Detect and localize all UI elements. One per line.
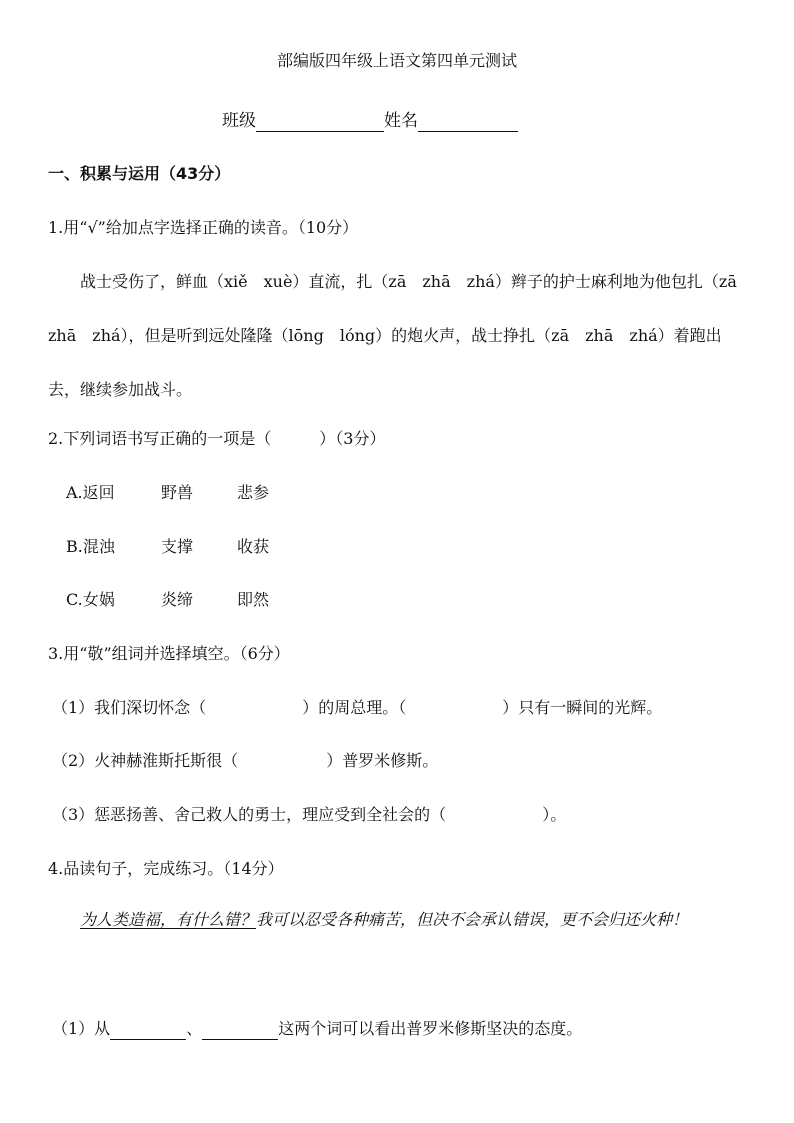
option-a[interactable] <box>66 482 269 504</box>
name-blank[interactable] <box>418 113 518 132</box>
option-word: 收获 <box>237 537 270 556</box>
question-4-sub-1 <box>52 1018 582 1040</box>
class-label: 班级 <box>222 111 256 131</box>
option-word: 支撑 <box>161 537 194 556</box>
question-4-quote <box>48 893 748 947</box>
question-3-item-1 <box>52 697 662 719</box>
question-1-stem: 1.用“√”给加点字选择正确的读音。（10分） <box>48 218 359 237</box>
question-1-passage: 战士受伤了，鲜血（xiě xuè）直流，扎（zā zhā zhá）辫子的护士麻利地为他包扎（zā zhā zhá），但是听到远处隆隆（lōng lóng）的炮火声，战士挣扎（zā zhā zhá）着跑出去，继续参加战斗。 <box>48 272 753 399</box>
question-3-item-2 <box>52 750 438 772</box>
item-text: 、 <box>186 1019 203 1038</box>
item-text: （1）从 <box>52 1019 111 1038</box>
quote-rest: 我可以忍受各种痛苦，但决不会承认错误，更不会归还火种！ <box>256 910 689 929</box>
item-text: ）。 <box>542 805 567 824</box>
question-2-stem-start: 2.下列词语书写正确的一项是（ <box>48 429 272 448</box>
page-title: 部编版四年级上语文第四单元测试 <box>276 51 517 70</box>
option-word: 野兽 <box>161 483 194 502</box>
name-label: 姓名 <box>384 111 418 131</box>
option-label: A.返回 <box>66 483 115 502</box>
item-text: （2）火神赫淮斯托斯很（ <box>52 751 239 770</box>
option-word: 即然 <box>237 590 270 609</box>
item-text: ）的周总理。（ <box>302 698 407 717</box>
question-4-stem: 4.品读句子，完成练习。（14分） <box>48 859 284 878</box>
item-text: （3）惩恶扬善、舍己救人的勇士，理应受到全社会的（ <box>52 805 447 824</box>
item-text: （1）我们深切怀念（ <box>52 698 207 717</box>
question-3-stem: 3.用“敬”组词并选择填空。（6分） <box>48 644 290 663</box>
item-text: ）普罗米修斯。 <box>326 751 439 770</box>
question-2-stem-end: ）（3分） <box>319 429 386 448</box>
quote-underlined: 为人类造福，有什么错？ <box>80 910 257 929</box>
option-label: C.女娲 <box>66 590 115 609</box>
option-word: 炎缔 <box>161 590 194 609</box>
item-text: ）只有一瞬间的光辉。 <box>502 698 663 717</box>
option-label: B.混浊 <box>66 537 115 556</box>
section-heading: 一、积累与运用（43分） <box>48 164 231 183</box>
question-3-item-3 <box>52 804 566 826</box>
fill-blank[interactable] <box>202 1021 278 1040</box>
question-2-stem <box>48 428 385 450</box>
class-blank[interactable] <box>256 113 384 132</box>
class-name-line <box>0 110 740 132</box>
fill-blank[interactable] <box>110 1021 186 1040</box>
item-text: 这两个词可以看出普罗米修斯坚决的态度。 <box>278 1019 583 1038</box>
option-word: 悲参 <box>237 483 270 502</box>
option-c[interactable] <box>66 589 269 611</box>
option-b[interactable] <box>66 536 269 558</box>
